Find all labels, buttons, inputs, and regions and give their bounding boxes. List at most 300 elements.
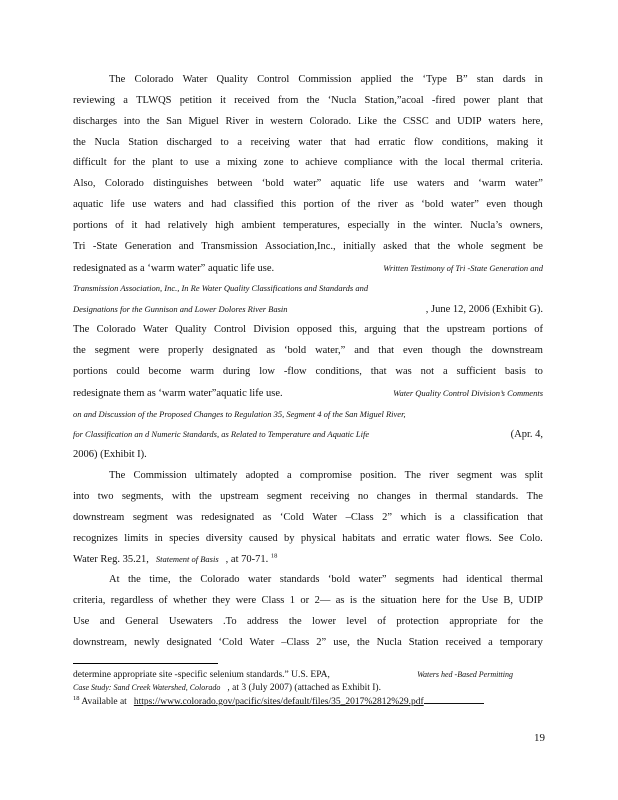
word: Water [249, 636, 275, 648]
word: 2” [316, 636, 327, 648]
word: use [132, 199, 147, 211]
word: was [500, 470, 517, 482]
paragraph-3-line [73, 570, 543, 591]
word: the [463, 595, 477, 607]
word: thermal [435, 490, 468, 502]
word: had [145, 219, 161, 231]
word: temporary [499, 636, 543, 648]
word: See [498, 532, 514, 544]
word: use [194, 157, 209, 169]
word: and [188, 199, 204, 211]
word: regardless [110, 595, 154, 607]
word: a [488, 636, 493, 648]
paragraph-1-line [73, 299, 543, 320]
word: the [424, 157, 438, 169]
word: compliance [344, 157, 393, 169]
word: River [225, 115, 249, 127]
word: not [420, 365, 435, 377]
word: though [513, 199, 543, 211]
word: identical [466, 574, 503, 586]
word: a [123, 94, 128, 106]
word: was [395, 365, 412, 377]
word: segment [132, 511, 168, 523]
word: here, [522, 115, 543, 127]
word: Colorado [104, 178, 144, 190]
word: here [422, 595, 441, 607]
word: physical [300, 532, 336, 544]
citation-text: Designations for the Gunnison and Lower Dolores River Basin [73, 304, 288, 315]
word: downstream [73, 511, 125, 523]
word: the [413, 219, 426, 231]
word: Quality [175, 324, 207, 336]
word: Quality [216, 74, 249, 85]
word: and [453, 178, 469, 190]
word: the [127, 574, 141, 586]
word: this, [339, 324, 357, 336]
citation-text: Water Quality Control Division’s Comments [393, 387, 543, 398]
word: discharges [73, 115, 118, 127]
citation-text: Written Testimony of Tri -State Generation and [383, 262, 543, 273]
word: which [400, 511, 427, 523]
word: Station [128, 136, 158, 148]
word: had [354, 136, 370, 148]
word: The [73, 324, 90, 336]
word: as [335, 595, 345, 607]
word: Transmission [201, 240, 258, 252]
word: is [349, 595, 357, 607]
word: had [442, 574, 458, 586]
paragraph-1-line [73, 91, 543, 112]
word: asked [383, 240, 407, 252]
word: was [176, 511, 193, 523]
word: initially [343, 240, 376, 252]
word: water [298, 136, 322, 148]
word: criteria, [73, 595, 106, 607]
paragraph-1-line [73, 112, 543, 133]
word: conditions, [441, 136, 489, 148]
word: warm [190, 365, 214, 377]
footnote-18-line [73, 694, 513, 707]
word: difficult [73, 157, 107, 169]
word: water” [293, 178, 322, 190]
word: the [383, 115, 397, 127]
word: Also, [73, 178, 96, 190]
word: -fired [431, 94, 456, 106]
word: the [288, 615, 302, 627]
paragraph-1-line [73, 383, 543, 404]
word: Colorado [200, 574, 240, 586]
word: CSSC [403, 115, 429, 127]
word: classified [233, 199, 274, 211]
paragraph-3-line [73, 612, 543, 633]
word: whole [457, 240, 484, 252]
word: Nucla [376, 636, 402, 648]
word: for [445, 595, 458, 607]
word: split [524, 470, 543, 482]
word: no [357, 490, 369, 502]
word: diversity [205, 532, 243, 544]
line-text: (Apr. 4, [510, 429, 543, 441]
word: designated [212, 344, 258, 356]
word: segments [395, 574, 435, 586]
paragraph-1-line [73, 153, 543, 174]
word: as [266, 344, 276, 356]
word: though [431, 344, 461, 356]
word: Control [213, 324, 247, 336]
word: Commission [133, 470, 187, 482]
word: the [73, 344, 86, 356]
word: high [215, 219, 234, 231]
word: and [99, 615, 115, 627]
word: Station [408, 636, 439, 648]
word: Like [357, 115, 377, 127]
paragraph-1-line [73, 237, 543, 258]
word: with [399, 157, 419, 169]
word: Division [253, 324, 290, 336]
word: San [166, 115, 182, 127]
word: species [169, 532, 200, 544]
word: Colorado [96, 324, 136, 336]
word: to [220, 136, 229, 148]
word: lower [312, 615, 337, 627]
word: aquatic [73, 199, 104, 211]
word: classification [463, 511, 519, 523]
word: basis [504, 365, 526, 377]
word: between [217, 178, 253, 190]
word: portion [303, 199, 334, 211]
word: into [73, 490, 90, 502]
word: zone [263, 157, 284, 169]
footnotes [73, 668, 513, 707]
word: newly [133, 636, 160, 648]
word: flow [413, 136, 434, 148]
word: of [158, 595, 168, 607]
word: Water [312, 511, 338, 523]
word: time, [149, 574, 171, 586]
word: that [378, 344, 395, 356]
paragraph-1-line [73, 70, 543, 91]
paragraph-1-line [73, 258, 543, 279]
word: relatively [167, 219, 208, 231]
word: temperatures, [283, 219, 340, 231]
word: ultimately [194, 470, 238, 482]
word: Class [261, 595, 285, 607]
word: 1 [289, 595, 295, 607]
word: receiving [310, 490, 350, 502]
word: discharged [166, 136, 212, 148]
word: Use [481, 595, 498, 607]
word: segments, [121, 490, 164, 502]
word: Commission [298, 74, 352, 85]
word: .To [223, 615, 237, 627]
word: segment [94, 344, 130, 356]
word: ‘bold [284, 344, 307, 356]
word: Use [73, 615, 90, 627]
word: conditions, [315, 365, 362, 377]
footnote-number: 18 [73, 694, 80, 702]
word: sufficient [456, 365, 496, 377]
word: upstream [446, 324, 486, 336]
word: of [341, 199, 351, 211]
line-text [226, 550, 278, 571]
word: stan [476, 74, 494, 85]
word: the [306, 94, 320, 106]
word: as [405, 199, 414, 211]
word: that [527, 94, 543, 106]
word: owners, [509, 219, 543, 231]
word: the [179, 574, 192, 586]
word: a [450, 511, 455, 523]
paragraph-2-line [73, 508, 543, 529]
word: portions [492, 324, 527, 336]
word: –Class [345, 511, 374, 523]
word: in [397, 219, 406, 231]
word: segment [490, 240, 526, 252]
paragraph-1-line [73, 216, 543, 237]
word: that [414, 240, 431, 252]
citation-text: Statement of Basis [155, 554, 219, 565]
paragraph-1-line [73, 362, 543, 383]
word: making [496, 136, 529, 148]
line-tail: , at 70-71. [225, 554, 269, 566]
line-text: redesignate them as ‘warm water”aquatic life use. [73, 387, 283, 399]
word: address [247, 615, 279, 627]
word: The [526, 490, 543, 502]
word: ‘bold [327, 574, 351, 586]
word: local [444, 157, 465, 169]
word: winter. [433, 219, 463, 231]
word: upstream [220, 490, 259, 502]
word: designated [166, 636, 212, 648]
word: and [178, 240, 194, 252]
line-text: , June 12, 2006 (Exhibit G). [425, 304, 543, 316]
footnote-text: determine appropriate site -specific selenium standards.” U.S. EPA, [73, 670, 330, 680]
word: and [381, 532, 397, 544]
word: reviewing [73, 94, 115, 106]
word: Miguel [188, 115, 219, 127]
paragraph-1-line [73, 424, 543, 445]
paragraph-1-line [73, 445, 543, 466]
word: portions [73, 219, 108, 231]
body-text [73, 70, 543, 654]
word: redesignated [201, 511, 255, 523]
word: the [198, 490, 212, 502]
word: water,” [315, 344, 346, 356]
word: receiving [250, 136, 290, 148]
word: in [418, 490, 428, 502]
word: ‘Nucla [327, 94, 357, 106]
word: waters [153, 199, 182, 211]
word: Association,Inc., [264, 240, 336, 252]
word: for [507, 615, 520, 627]
word: plant [497, 94, 519, 106]
word: life [370, 178, 385, 190]
paragraph-2-line [73, 549, 543, 570]
word: the [356, 636, 370, 648]
word: The [404, 470, 421, 482]
footnote-link[interactable]: https://www.colorado.gov/pacific/sites/default/files/35_2017%2812%29.pdf [133, 697, 424, 707]
page-number: 19 [534, 732, 545, 744]
citation-text: Transmission Association, Inc., In Re Water Quality Classifications and Standards and [73, 283, 369, 294]
footnote-ref-18[interactable]: 18 [270, 552, 278, 560]
word: erratic [402, 532, 430, 544]
word: ‘Type [422, 74, 447, 85]
word: The [109, 470, 126, 482]
citation-line [73, 278, 543, 299]
word: that [370, 365, 387, 377]
word: even [486, 199, 507, 211]
word: become [148, 365, 182, 377]
line-text: redesignated as a ‘warm water” aquatic life use. [73, 262, 275, 274]
word: in [154, 532, 163, 544]
word: downstream [491, 344, 543, 356]
word: water” [450, 199, 479, 211]
word: it [537, 136, 543, 148]
word: by [284, 532, 295, 544]
word: Colo. [519, 532, 543, 544]
word: properly [168, 344, 204, 356]
word: segment [267, 490, 303, 502]
citation-line [73, 404, 543, 425]
word: and [354, 344, 370, 356]
word: level [346, 615, 367, 627]
word: could [116, 365, 140, 377]
footnote-text [73, 696, 127, 709]
word: arguing [364, 324, 397, 336]
word: waters [488, 115, 516, 127]
paragraph-2-line [73, 466, 543, 487]
word: UDIP [518, 595, 543, 607]
word: Usewaters [168, 615, 213, 627]
word: especially [347, 219, 390, 231]
word: standards. [475, 490, 519, 502]
word: with [171, 490, 191, 502]
paragraph-3-line [73, 591, 543, 612]
word: –Class [281, 636, 310, 648]
word: -flow [283, 365, 307, 377]
word: that [330, 136, 347, 148]
footnote-17-line [73, 668, 513, 681]
word: ‘bold [261, 178, 284, 190]
word: ambient [241, 219, 276, 231]
word: water [247, 574, 272, 586]
word: recognizes [73, 532, 118, 544]
word: the [362, 595, 376, 607]
paragraph-2-line [73, 487, 543, 508]
word: it [131, 219, 138, 231]
paragraph-1-line [73, 341, 543, 362]
word: caused [249, 532, 278, 544]
word: in [534, 74, 543, 85]
citation-text: on and Discussion of the Proposed Changes to Regulation 35, Segment 4 of the San Miguel River, [73, 408, 406, 419]
line-text: 2006) (Exhibit I). [73, 449, 147, 461]
word: received [445, 636, 482, 648]
word: standards [279, 574, 320, 586]
word: General [125, 615, 159, 627]
word: The [109, 74, 126, 85]
word: Water [143, 324, 168, 336]
word: ‘bold [421, 199, 444, 211]
footnote-citation: Case Study: Sand Creek Watershed, Colorado [73, 683, 221, 692]
word: to [534, 365, 543, 377]
word: water” [358, 574, 387, 586]
word: petition [179, 94, 212, 106]
paragraph-1-line [73, 195, 543, 216]
word: limits [124, 532, 149, 544]
word: the [530, 615, 543, 627]
word: erratic [378, 136, 406, 148]
word: achieve [305, 157, 338, 169]
word: compromise [299, 470, 352, 482]
word: 2— [314, 595, 331, 607]
word: were [138, 344, 160, 356]
word: thermal [510, 574, 543, 586]
footnote-available-label: Available at [81, 697, 127, 707]
word: a [442, 365, 448, 377]
word: had [211, 199, 227, 211]
word: applied [360, 74, 392, 85]
word: habitats [342, 532, 375, 544]
footnote-citation: Waters hed -Based Permitting [417, 670, 513, 679]
word: appropriate [449, 615, 498, 627]
word: Colorado [134, 74, 174, 85]
word: and [435, 115, 451, 127]
word: mixing [227, 157, 257, 169]
word: or [300, 595, 310, 607]
word: western [270, 115, 303, 127]
word: to [290, 157, 299, 169]
word: downstream, [73, 636, 127, 648]
word: life [110, 199, 125, 211]
word: situation [380, 595, 417, 607]
word: Nucla’s [470, 219, 503, 231]
word: a [287, 470, 292, 482]
word: 2” [382, 511, 393, 523]
word: ‘warm [478, 178, 506, 190]
word: flows. [465, 532, 492, 544]
word: water” [514, 178, 543, 190]
word: this [280, 199, 297, 211]
footnote-17-line [73, 681, 513, 694]
word: Control [257, 74, 290, 85]
word: whether [172, 595, 207, 607]
word: the [400, 74, 414, 85]
word: At [109, 574, 120, 586]
word: plant [152, 157, 174, 169]
word: the [426, 324, 440, 336]
word: a [215, 157, 221, 169]
word: Generation [124, 240, 172, 252]
word: TLWQS [136, 94, 172, 106]
word: opposed [296, 324, 332, 336]
word: -State [92, 240, 118, 252]
word: during [222, 365, 251, 377]
word: low [259, 365, 275, 377]
footnote-divider [73, 663, 218, 664]
word: for [113, 157, 126, 169]
word: position. [359, 470, 397, 482]
word: B, [503, 595, 514, 607]
word: Nucla [94, 136, 120, 148]
word: to [179, 157, 189, 169]
word: be [533, 240, 543, 252]
word: portions [73, 365, 108, 377]
paragraph-1-line [73, 320, 543, 341]
word: thermal [471, 157, 504, 169]
word: as [262, 511, 272, 523]
word: distinguishes [153, 178, 209, 190]
word: power [463, 94, 490, 106]
